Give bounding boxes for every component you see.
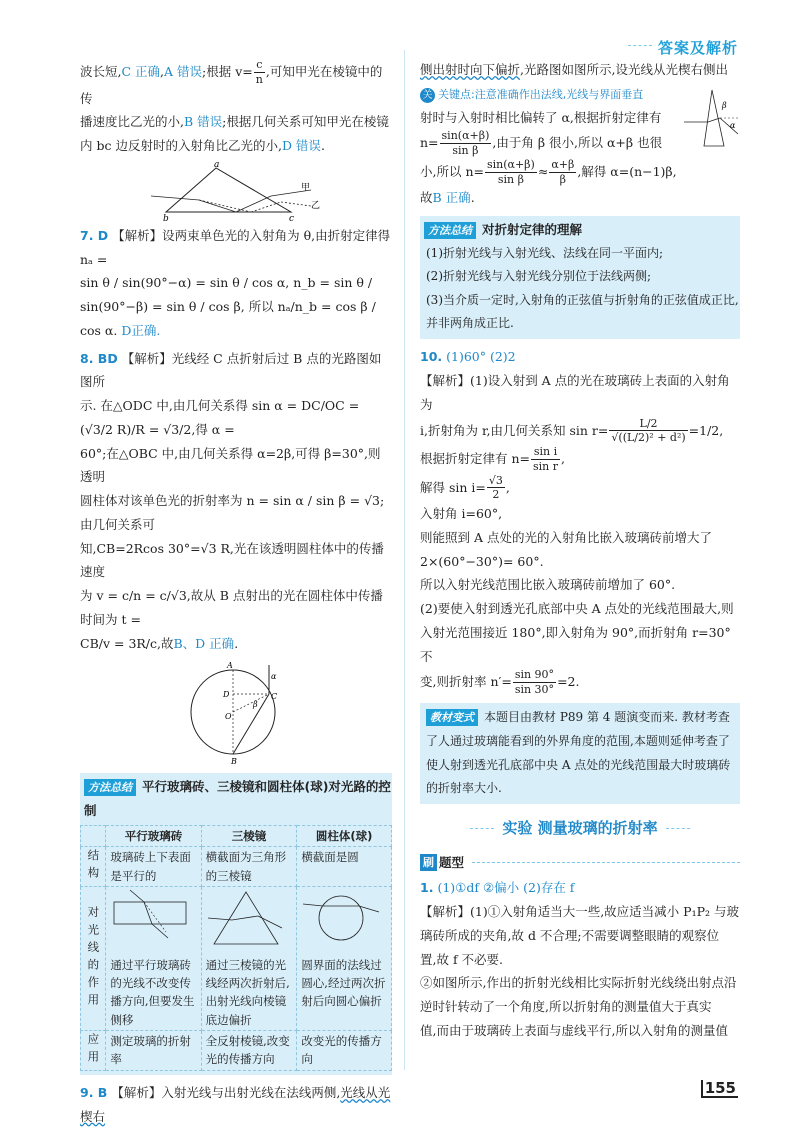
answer-wrong: D 错误 [281,138,321,153]
row-header: 结构 [81,847,106,887]
denominator: 2 [492,488,500,502]
left-column [80,58,392,1129]
cell-text: 通过三棱镜的光线经两次折射后,出射光线向棱镜底边偏折 [205,957,290,1027]
fraction [513,668,556,697]
label-C: C [271,692,278,702]
key-point-text: :注意准确作出法线,光线与界面垂直 [471,87,644,101]
section-header: 答案及解析 [658,34,738,63]
key-phrase: 侧出射时向下偏折 [420,62,521,77]
text: = [688,422,700,438]
method-item: (3)当介质一定时,入射角的正弦值与折射角的正弦值成正比,并非两角成正比. [426,292,739,331]
fraction [487,474,505,503]
method-title: 对折射定律的理解 [482,222,583,238]
wedge-diagram [684,88,740,148]
numerator: L/2 [609,417,687,432]
denominator: n [255,72,263,86]
text: 圆柱体对该单色光的折射率为 n = sin α / sin β = √3;由几何关系可 [80,493,385,532]
question-type-header [420,851,740,875]
text: 播速度比乙光的小, [80,114,184,130]
fraction [549,158,576,187]
text: ≈ [537,163,549,179]
numerator: sin 90° [514,668,555,682]
prism-diagram [151,160,321,222]
table-header [81,825,106,846]
textbook-variant-box [420,703,740,804]
wedge-block [420,82,740,210]
text: 2×(60°−30°)= 60°. [420,553,544,569]
paragraph [420,106,684,211]
row-header: 对光线的作用 [81,887,106,1031]
text: ②如图所示,作出的折射光线相比实际折射光线绕出射点沿 [420,975,737,991]
denominator: sin 30° [514,683,555,697]
table-cell: 改变光的传播方向 [297,1031,392,1071]
answer: (1)①df ②偏小 (2)存在 f [437,880,575,896]
text: 【解析】(1)①入射角适当大一些,故应适当减小 P₁P₂ 与玻 [420,904,739,920]
section-title: 实验 测量玻璃的折射率 [420,814,740,843]
fraction [440,129,492,158]
text: ,可知甲光在棱镜中的传 [80,63,383,106]
table-cell: 横截面为三角形的三棱镜 [201,847,297,887]
text: 值,而由于玻璃砖上表面与虚线平行,所以入射角的测量值 [420,1022,728,1038]
label-beta: β [722,100,727,110]
denominator: sin β [497,172,524,186]
key-point [420,85,643,106]
table-cell [106,887,201,1031]
denominator: β [559,172,566,186]
text: 变,则折射率 n′= [420,674,512,690]
answer-correct: 正确. [131,322,161,338]
method-item: (1)折射光线与入射光线、法线在同一平面内; [426,245,664,260]
text: 内 bc 边反射时的入射角比乙光的小, [80,138,282,153]
question-9 [80,1081,392,1129]
text: 则能照到 A 点处的光的入射角比嵌入玻璃砖前增大了 [420,529,712,545]
text: ,解得 α=(n−1)β,故 [420,163,677,206]
text: i,折射角为 r,由几何关系知 sin r= [420,422,609,438]
table-header: 平行玻璃砖 [106,825,201,846]
question-7 [80,224,392,343]
answer-correct: B 正确 [432,190,471,206]
table-cell [201,887,297,1031]
text: 1/2 [699,422,720,438]
text: 60°;在△OBC 中,由几何关系得 α=2β,可得 β=30°,则透明 [80,445,381,485]
text: 解得 sin i= [420,479,486,495]
text: . [320,138,325,153]
question-1 [420,876,740,1042]
label-a: a [214,159,220,170]
text: 知,CB=2Rcos 30°=√3 R,光在该透明圆柱体中的传播速度 [80,540,384,580]
text: 波长短, [80,63,122,79]
text: 逆时针转动了一个角度,所以折射角的测量值大于真实 [420,999,712,1015]
text: sin θ / sin(90°−α) = sin θ / cos α, n_b = sin θ / sin(90°−β) = sin θ / cos β, 所以 nₐ/n_b = cos β / cos α. [80,275,376,338]
label-c: c [289,213,295,222]
paragraph [80,58,392,158]
text: ;根据几何关系可知甲光在棱镜 [222,114,389,130]
text: 【解析】设两束单色光的入射角为 θ,由折射定律得 nₐ = [80,227,391,267]
text: 小,所以 n= [420,163,484,179]
triangle-prism-diagram [206,888,286,950]
numerator: α+β [551,157,575,171]
text: 为 v = c/n = c/√3,故从 B 点射出的光在圆柱体中传播时间为 t = [80,588,383,627]
table-cell: 全反射棱镜,改变光的传播方向 [201,1031,297,1071]
denominator: √((L/2)² + d²) [611,431,686,445]
answer-wrong: B 错误 [183,114,223,130]
text: ,由于角 β 很小,所以 α+β 也很 [492,135,663,151]
text: 示. 在△ODC 中,由几何关系得 sin α = DC/OC = (√3/2 R)/R = √3/2,得 α = [80,398,360,437]
text: 【解析】光线经 C 点折射后过 B 点的光路图如图所 [80,350,382,390]
numerator: √3 [488,473,503,487]
divider [472,862,740,863]
method-tag: 方法总结 [84,779,136,796]
table-cell [297,887,392,1031]
text: ,光路图如图所示,设光线从光楔右侧出 [520,62,728,77]
method-summary-box [420,216,740,339]
label-B: B [231,757,237,767]
method-tag: 方法总结 [424,222,476,239]
method-item: (2)折射光线与入射光线分别位于法线两侧; [426,269,652,284]
table-header: 三棱镜 [201,825,297,846]
page-number: 155 [701,1080,738,1098]
text: , [505,479,510,495]
text: =2. [557,674,580,690]
table-row [81,887,392,1031]
answer: (1)60° (2)2 [446,349,516,365]
text: (2)要使入射到透光孔底部中央 A 点处的光线范围最大,则 [420,601,734,617]
method-title: 平行玻璃砖、三棱镜和圆柱体(球)对光路的控制 [84,779,391,818]
row-header: 应用 [81,1031,106,1071]
text: CB/v = 3R/c,故 [80,635,174,651]
cylinder-diagram [181,657,291,767]
comparison-table [80,825,392,1071]
question-number: 7. D [80,227,109,243]
table-cell: 测定玻璃的折射率 [106,1031,201,1071]
text: , [719,422,724,438]
question-10 [420,345,740,697]
label-A: A [227,661,233,671]
question-type-label: 题型 [439,854,465,870]
text: 根据折射定律有 n= [420,450,530,466]
table-row [81,847,392,887]
shua-badge: 刷 [420,854,437,871]
method-summary-box [80,773,392,1075]
table-header: 圆柱体(球) [297,825,392,846]
text: , [160,63,165,79]
label-jia: 甲 [301,182,311,193]
key-phrase: 光线从光楔右 [80,1085,391,1124]
circle-diagram [301,888,381,950]
answer-correct: C 正确 [121,63,161,79]
variant-text: 本题目由教材 P89 第 4 题演变而来. 教材考查了人通过玻璃能看到的外界角度的范围,本题则延伸考查了使人射到透光孔底部中央 A 点处的光线范围最大时玻璃砖的折射率大小. [426,709,731,796]
table-header-row [81,825,392,846]
right-column [420,58,740,1043]
answer-correct: D [121,322,132,338]
label-D: D [223,690,230,700]
answer-wrong: A 错误 [164,63,203,79]
fraction [485,158,537,187]
text: , [561,450,565,466]
text: 【解析】(1)设入射到 A 点的光在玻璃砖上表面的入射角为 [420,373,730,412]
numerator: sin(α+β) [486,157,535,171]
text: 入射光范围接近 180°,即入射角为 90°,而折射角 r=30°不 [420,624,731,664]
fraction [531,445,560,474]
parallel-glass-diagram [110,888,190,950]
paragraph [420,58,740,82]
numerator: c [254,58,265,73]
table-cell: 玻璃砖上下表面是平行的 [106,847,201,887]
label-beta: β [253,700,258,710]
question-number: 10. [420,349,443,365]
text: 璃砖所成的夹角,故 d 不合理;不需要调整眼睛的观察位 [420,927,720,943]
label-alpha: α [730,120,736,130]
text: 射时与入射时相比偏转了 α,根据折射定律有 [420,109,662,125]
text: . [470,190,475,206]
key-point-label: 关键点 [438,87,471,101]
text: 【解析】入射光线与出射光线在法线两侧, [111,1085,341,1101]
cell-text: 通过平行玻璃砖的光线不改变传播方向,但要发生侧移 [110,957,195,1027]
text: n= [420,135,439,151]
denominator: sin r [533,459,559,473]
numerator: sin(α+β) [441,129,490,143]
text: 所以入射光线范围比嵌入玻璃砖前增加了 60°. [420,577,676,593]
table-row [81,1031,392,1071]
fraction [254,58,265,87]
question-number: 9. B [80,1085,108,1101]
text: 入射角 i=60°, [420,506,503,522]
column-divider [404,50,405,1070]
text: 置,故 f 不必要. [420,951,504,967]
question-8 [80,347,392,656]
variant-tag: 教材变式 [426,709,478,726]
text: . [234,635,239,651]
answer-correct: B、D 正确 [173,635,235,651]
label-yi: 乙 [311,200,321,211]
label-O: O [225,712,232,722]
numerator: sin i [531,445,560,460]
question-number: 1. [420,880,434,896]
label-alpha: α [271,672,277,682]
table-cell: 横截面是圆 [297,847,392,887]
label-b: b [163,213,169,222]
cell-text: 圆界面的法线过圆心,经过两次折射后向圆心偏折 [301,957,386,1009]
key-icon: 关 [420,88,435,103]
fraction [609,417,687,446]
question-number: 8. BD [80,350,118,366]
denominator: sin β [452,144,479,158]
text: ;根据 v= [202,63,253,79]
